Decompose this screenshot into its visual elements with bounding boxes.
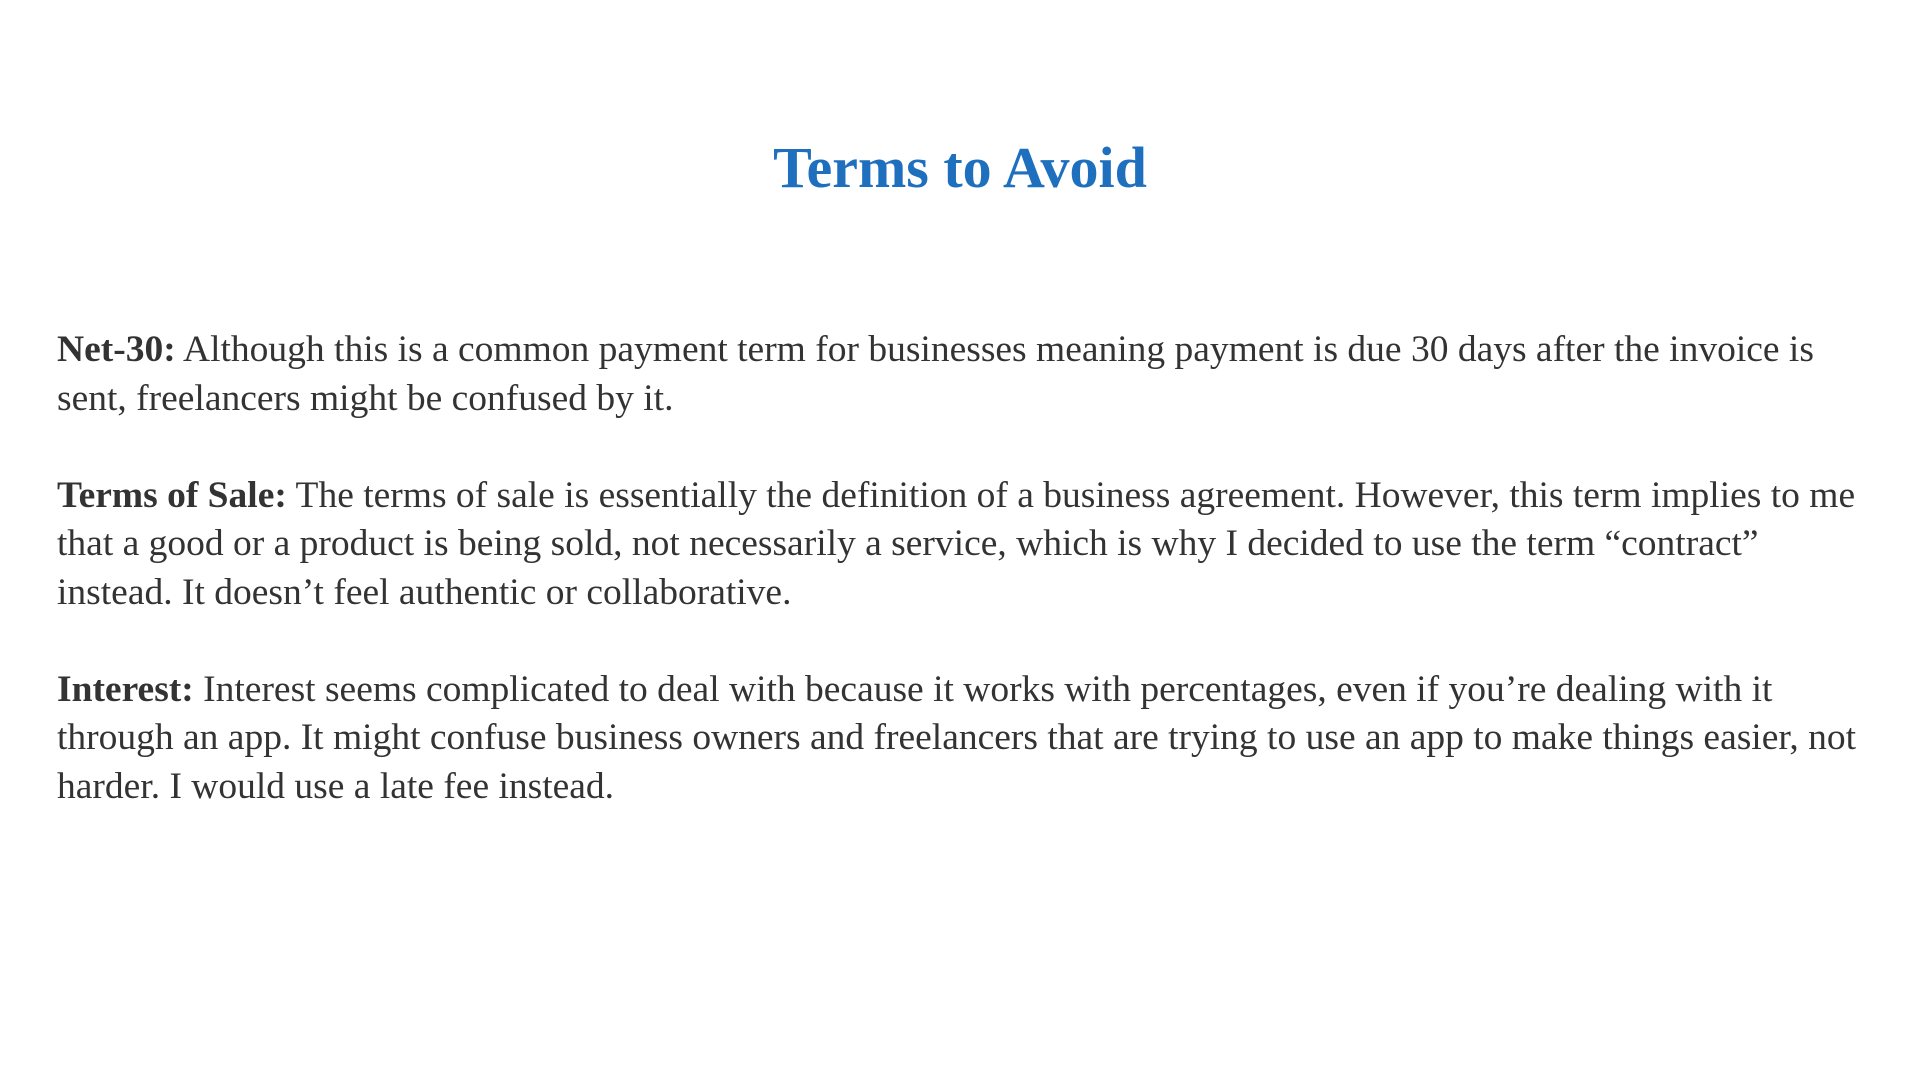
terms-list — [57, 326, 1867, 860]
term-terms-of-sale — [57, 472, 1867, 618]
slide-title: Terms to Avoid — [773, 135, 1147, 200]
term-label: Interest: — [57, 668, 194, 710]
term-label: Net-30: — [57, 329, 176, 370]
term-description: The terms of sale is essentially the definition of a business agreement. However, this term implies to me that a good or a product is being sold, not necessarily a service, which is why I decided to use the term “contract” instead. It doesn’t feel authentic or collaborative. — [57, 474, 1856, 613]
term-interest — [57, 666, 1867, 812]
term-label: Terms of Sale: — [57, 474, 287, 516]
term-net-30 — [57, 326, 1867, 423]
term-description: Although this is a common payment term for businesses meaning payment is due 30 days after the invoice is sent, freelancers might be confused by it. — [57, 329, 1814, 419]
term-description: Interest seems complicated to deal with because it works with percentages, even if you’re dealing with it through an app. It might confuse business owners and freelancers that are trying to use an app to make things easier, not harder. I would use a late fee instead. — [57, 668, 1857, 807]
